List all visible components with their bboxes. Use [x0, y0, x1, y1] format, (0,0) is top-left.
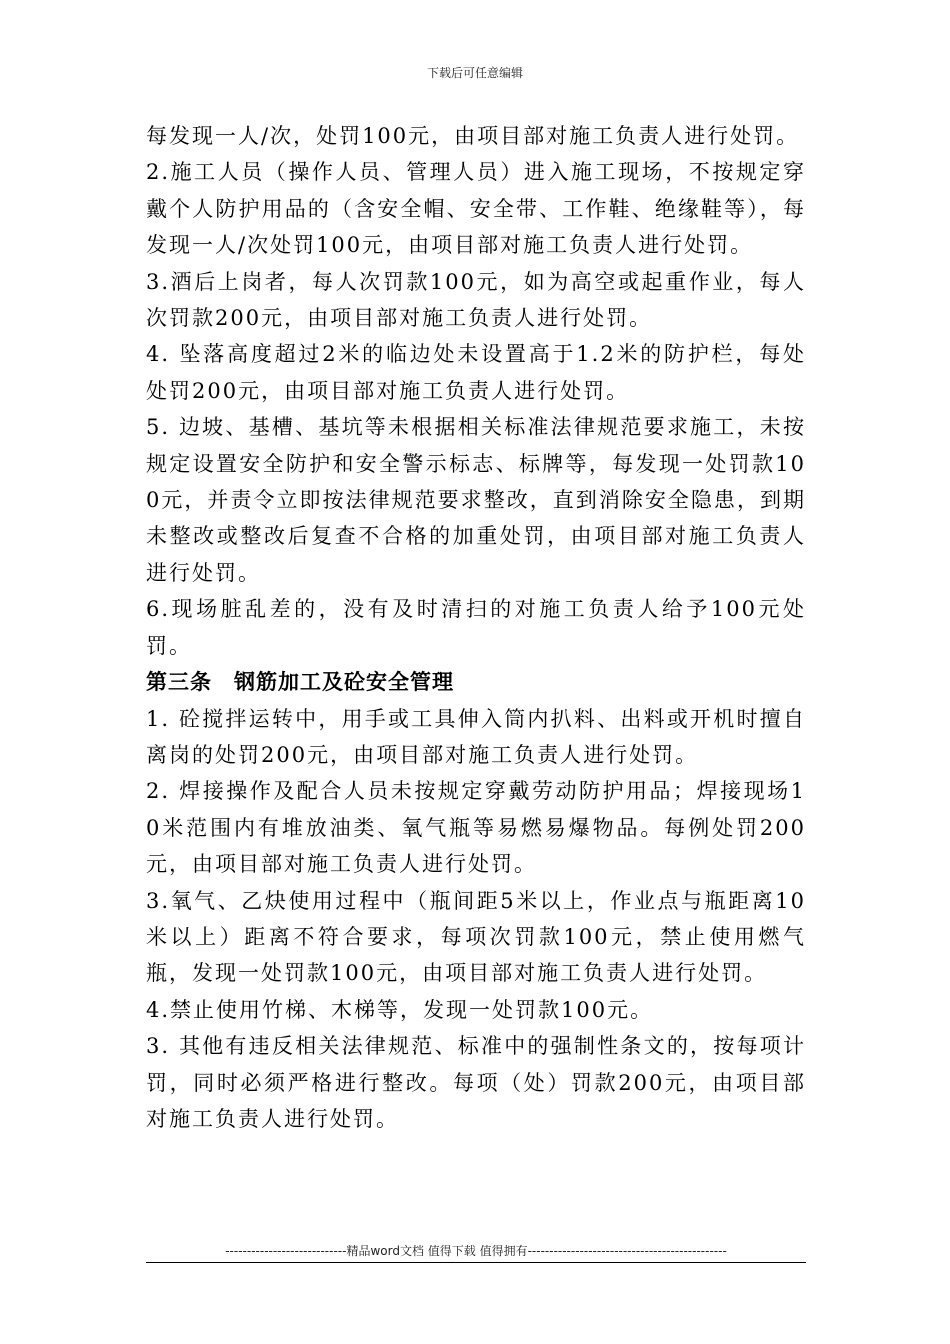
page-header: 下载后可任意编辑 [426, 66, 523, 80]
page-footer: ----------------------------精品word文档 值得下载 值得拥有---------------------------------------------- [225, 1244, 727, 1258]
paragraph: 2. 焊接操作及配合人员未按规定穿戴劳动防护用品；焊接现场10米范围内有堆放油类、氧气瓶等易燃易爆物品。每例处罚200元，由项目部对施工负责人进行处罚。 [146, 779, 806, 877]
paragraph: 4.禁止使用竹梯、木梯等，发现一处罚款100元。 [146, 997, 654, 1022]
paragraph: 6.现场脏乱差的，没有及时清扫的对施工负责人给予100元处罚。 [146, 597, 806, 658]
paragraph: 3.酒后上岗者，每人次罚款100元，如为高空或起重作业，每人次罚款200元，由项目部对施工负责人进行处罚。 [146, 269, 806, 331]
paragraph: 5. 边坡、基槽、基坑等未根据相关标准法律规范要求施工，未按规定设置安全防护和安全警示标志、标牌等，每发现一处罚款100元，并责令立即按法律规范要求整改，直到消除安全隐患，到期未整改或整改后复查不合格的加重处罚，由项目部对施工负责人进行处罚。 [146, 415, 806, 585]
paragraph: 1. 砼搅拌运转中，用手或工具伸入筒内扒料、出料或开机时擅自离岗的处罚200元，由项目部对施工负责人进行处罚。 [146, 706, 806, 767]
paragraph: 4. 坠落高度超过2米的临边处未设置高于1.2米的防护栏，每处处罚200元，由项目部对施工负责人进行处罚。 [146, 342, 806, 403]
paragraph: 3.氧气、乙炔使用过程中（瓶间距5米以上，作业点与瓶距离10米以上）距离不符合要求，每项次罚款100元，禁止使用燃气瓶，发现一处罚款100元，由项目部对施工负责人进行处罚。 [146, 888, 806, 986]
paragraph: 3. 其他有违反相关法律规范、标准中的强制性条文的，按每项计罚，同时必须严格进行整改。每项（处）罚款200元，由项目部对施工负责人进行处罚。 [146, 1034, 806, 1131]
paragraph: 每发现一人/次，处罚100元，由项目部对施工负责人进行处罚。 [146, 124, 800, 148]
paragraph: 2.施工人员（操作人员、管理人员）进入施工现场，不按规定穿戴个人防护用品的（含安全帽、安全带、工作鞋、绝缘鞋等），每发现一人/次处罚100元，由项目部对施工负责人进行处罚。 [146, 160, 806, 258]
document-body [146, 118, 806, 1137]
section-heading: 第三条 钢筋加工及砼安全管理 [146, 669, 454, 695]
footer-divider [146, 1262, 806, 1263]
